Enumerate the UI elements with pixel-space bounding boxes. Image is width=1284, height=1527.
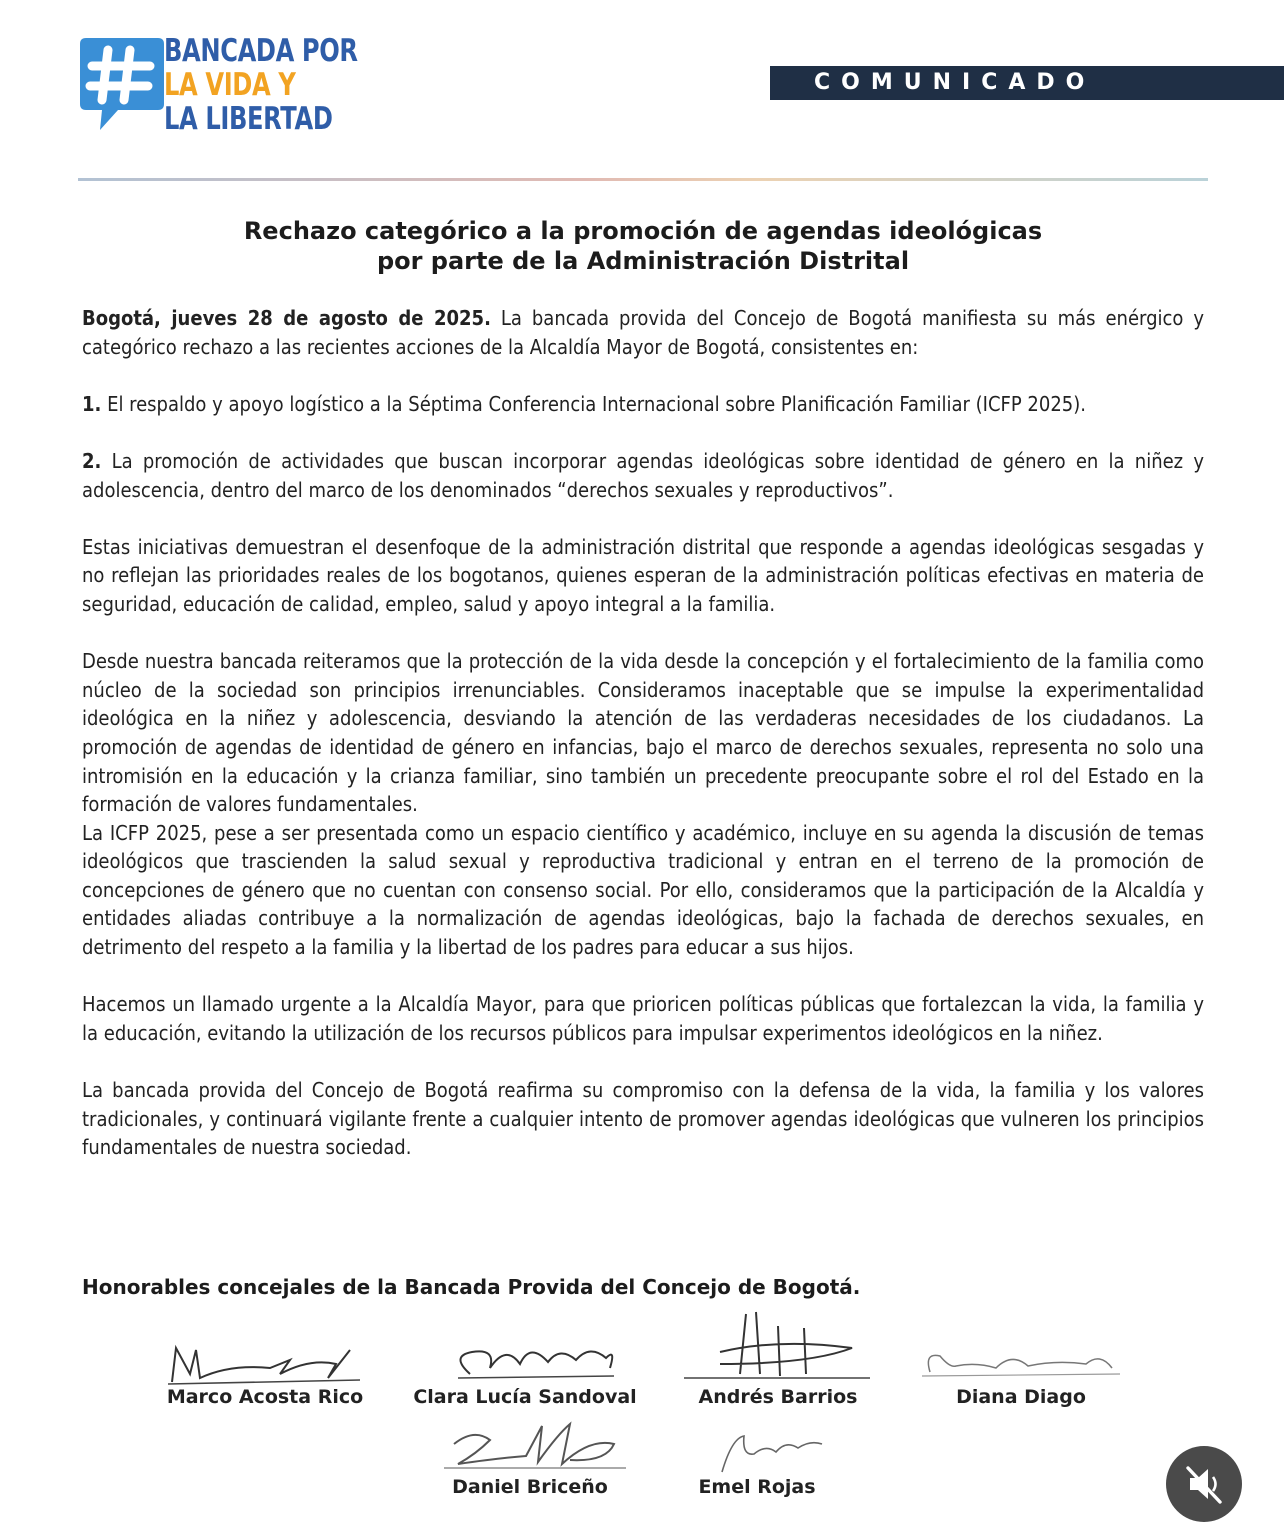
signature-daniel-briceno (430, 1414, 630, 1504)
signatory-name: Diana Diago (956, 1386, 1086, 1408)
signature-andres-barrios (680, 1308, 876, 1414)
paragraph-5: La ICFP 2025, pese a ser presentada como un espacio científico y académico, incluye en su agenda la discusión de temas ideológicos que trascienden la salud sexual y reproductiva tradicional y entran en el terreno de la promoción de concepciones de género que no cuentan con consenso social. Por ello, consideramos que la participación de la Alcaldía y entidades aliadas contribuye a la normalización de agendas ideológicas, bajo la fachada de derechos sexuales, en detrimento del respeto a la familia y la libertad de los padres para educar a sus hijos. (82, 820, 1204, 960)
intro-paragraph (82, 304, 1204, 361)
logo-line-3: LA LIBERTAD (164, 101, 333, 137)
handwritten-signature-1 (160, 1334, 370, 1394)
signatory-name: Andrés Barrios (698, 1386, 858, 1408)
logo-line-1: BANCADA POR (164, 33, 358, 69)
title-line-1: Rechazo categórico a la promoción de agendas ideológicas (243, 217, 1043, 245)
list-item-2-number: 2. (82, 448, 102, 473)
logo-line-2: LA VIDA Y (164, 67, 296, 103)
list-item-2 (82, 447, 1204, 504)
paragraph-6: Hacemos un llamado urgente a la Alcaldía Mayor, para que prioricen políticas públicas que fortalezcan la vida, la familia y la educación, evitando la utilización de los recursos públicos para impulsar experimentos ideológicos en la niñez. (82, 992, 1204, 1045)
paragraph-3: Estas iniciativas demuestran el desenfoque de la administración distrital que responde a agendas ideológicas sesgadas y no reflejan las prioridades reales de los bogotanos, quienes esperan de la administración políticas efectivas en materia de seguridad, educación de calidad, empleo, salud y apoyo integral a la familia. (82, 534, 1204, 616)
hashtag-speech-bubble-icon (78, 34, 168, 134)
signatory-name: Marco Acosta Rico (166, 1386, 364, 1408)
list-item-1 (82, 390, 1204, 419)
handwritten-signature-4 (916, 1344, 1126, 1384)
list-item-1-text: El respaldo y apoyo logístico a la Séptima Conferencia Internacional sobre Planificación Familiar (ICFP 2025). (101, 391, 1086, 416)
signature-clara-sandoval (410, 1334, 640, 1414)
header-divider (78, 178, 1208, 181)
list-item-1-number: 1. (82, 391, 102, 416)
signature-emel-rojas (682, 1414, 832, 1504)
signatory-name: Emel Rojas (698, 1476, 816, 1498)
paragraph-7: La bancada provida del Concejo de Bogotá reafirma su compromiso con la defensa de la vida, la familia y los valores tradicionales, y continuará vigilante frente a cualquier intento de promover agendas ideológicas que vulneren los principios fundamentales de nuestra sociedad. (82, 1078, 1204, 1160)
paragraph-4: Desde nuestra bancada reiteramos que la protección de la vida desde la concepción y el fortalecimiento de la familia como núcleo de la sociedad son principios irrenunciables. Consideramos inaceptable que se impulse la experimentalidad ideológica en la niñez y adolescencia, desviando la atención de las verdaderas necesidades de los ciudadanos. La promoción de agendas de identidad de género en infancias, bajo el marco de derechos sexuales, representa no solo una intromisión en la educación y la crianza familiar, sino también un precedente preocupante sobre el rol del Estado en la formación de valores fundamentales. (82, 649, 1204, 817)
logo-wordmark (164, 34, 358, 136)
handwritten-signature-3 (680, 1308, 876, 1388)
speaker-muted-icon (1166, 1446, 1242, 1522)
signatory-name: Daniel Briceño (452, 1476, 608, 1498)
signature-marco-acosta (160, 1334, 370, 1414)
intro-text: La bancada provida del Concejo de Bogotá manifiesta su más enérgico y categórico rechazo a las recientes acciones de la Alcaldía Mayor de Bogotá, consistentes en: (82, 306, 1205, 359)
handwritten-signature-2 (410, 1334, 640, 1394)
signatory-name: Clara Lucía Sandoval (413, 1386, 637, 1408)
closing-line: Honorables concejales de la Bancada Provida del Concejo de Bogotá. (82, 1275, 861, 1299)
document-body (82, 304, 1204, 1162)
mute-toggle-button[interactable] (1166, 1446, 1242, 1522)
intro-date: Bogotá, jueves 28 de agosto de 2025. (82, 306, 491, 330)
handwritten-signature-5 (430, 1414, 630, 1478)
list-item-2-text: La promoción de actividades que buscan incorporar agendas ideológicas sobre identidad de género en la niñez y adolescencia, dentro del marco de los denominados “derechos sexuales y reproductivos”. (82, 448, 1204, 502)
comunicado-badge: COMUNICADO (770, 66, 1284, 100)
handwritten-signature-6 (682, 1414, 832, 1478)
document-title (78, 216, 1208, 276)
signature-diana-diago (916, 1344, 1126, 1414)
title-line-2: por parte de la Administración Distrital (376, 247, 910, 275)
